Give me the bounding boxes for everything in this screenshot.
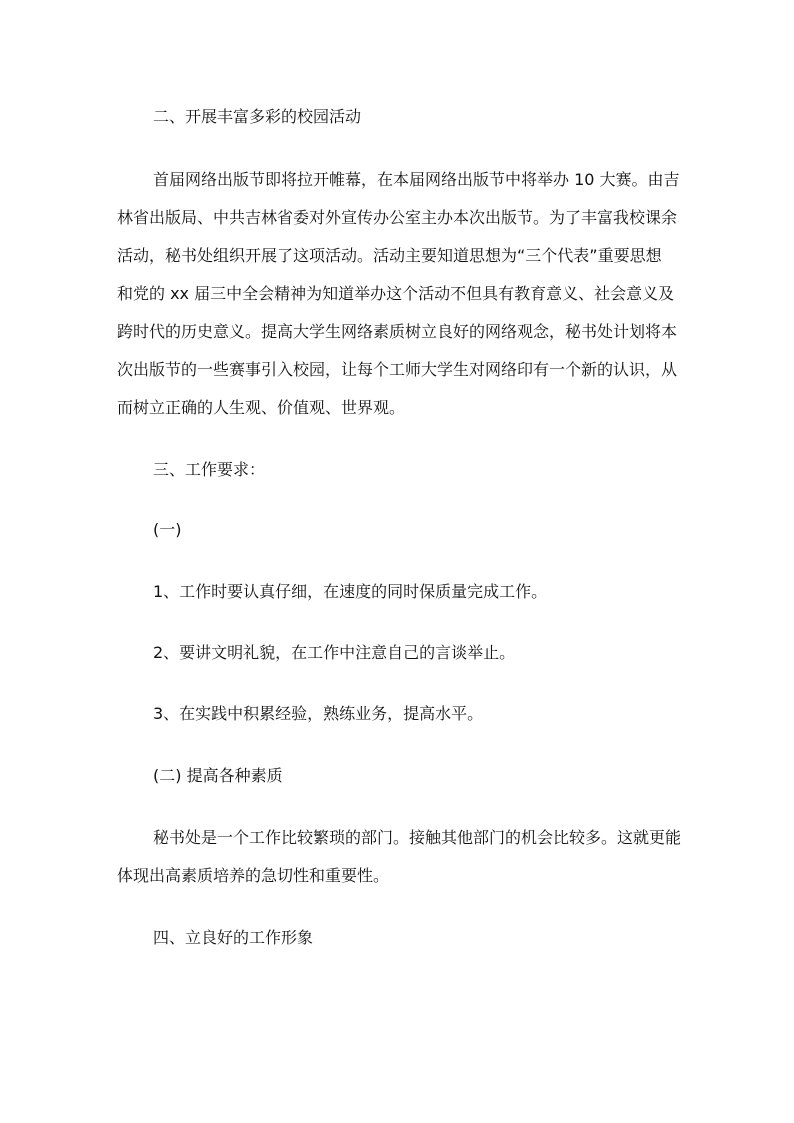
paragraph-line: 首届网络出版节即将拉开帷幕，在本届网络出版节中将举办 10 大赛。由吉	[153, 170, 680, 189]
section-heading-3: 三、工作要求：	[153, 460, 266, 479]
requirement-item-2: 2、要讲文明礼貌，在工作中注意自己的言谈举止。	[153, 643, 516, 662]
paragraph-line: 林省出版局、中共吉林省委对外宣传办公室主办本次出版节。为了丰富我校课余	[117, 208, 678, 227]
section-heading-4: 四、立良好的工作形象	[153, 928, 314, 947]
paragraph-line: 秘书处是一个工作比较繁琐的部门。接触其他部门的机会比较多。这就更能	[153, 828, 682, 847]
paragraph-line: 跨时代的历史意义。提高大学生网络素质树立良好的网络观念，秘书处计划将本	[117, 322, 678, 341]
paragraph-line: 和党的 xx 届三中全会精神为知道举办这个活动不但具有教育意义、社会意义及	[117, 284, 675, 303]
paragraph-line: 体现出高素质培养的急切性和重要性。	[117, 866, 390, 885]
requirement-item-3: 3、在实践中积累经验，熟练业务，提高水平。	[153, 704, 484, 723]
subsection-label-1: (一)	[153, 520, 182, 539]
paragraph-line: 而树立正确的人生观、价值观、世界观。	[117, 398, 406, 417]
subsection-label-2: (二) 提高各种素质	[153, 766, 283, 785]
paragraph-line: 次出版节的一些赛事引入校园，让每个工师大学生对网络印有一个新的认识，从	[117, 360, 678, 379]
paragraph-line: 活动，秘书处组织开展了这项活动。活动主要知道思想为“三个代表”重要思想	[117, 246, 662, 265]
section-heading-2: 二、开展丰富多彩的校园活动	[153, 107, 362, 126]
requirement-item-1: 1、工作时要认真仔细，在速度的同时保质量完成工作。	[153, 582, 548, 601]
